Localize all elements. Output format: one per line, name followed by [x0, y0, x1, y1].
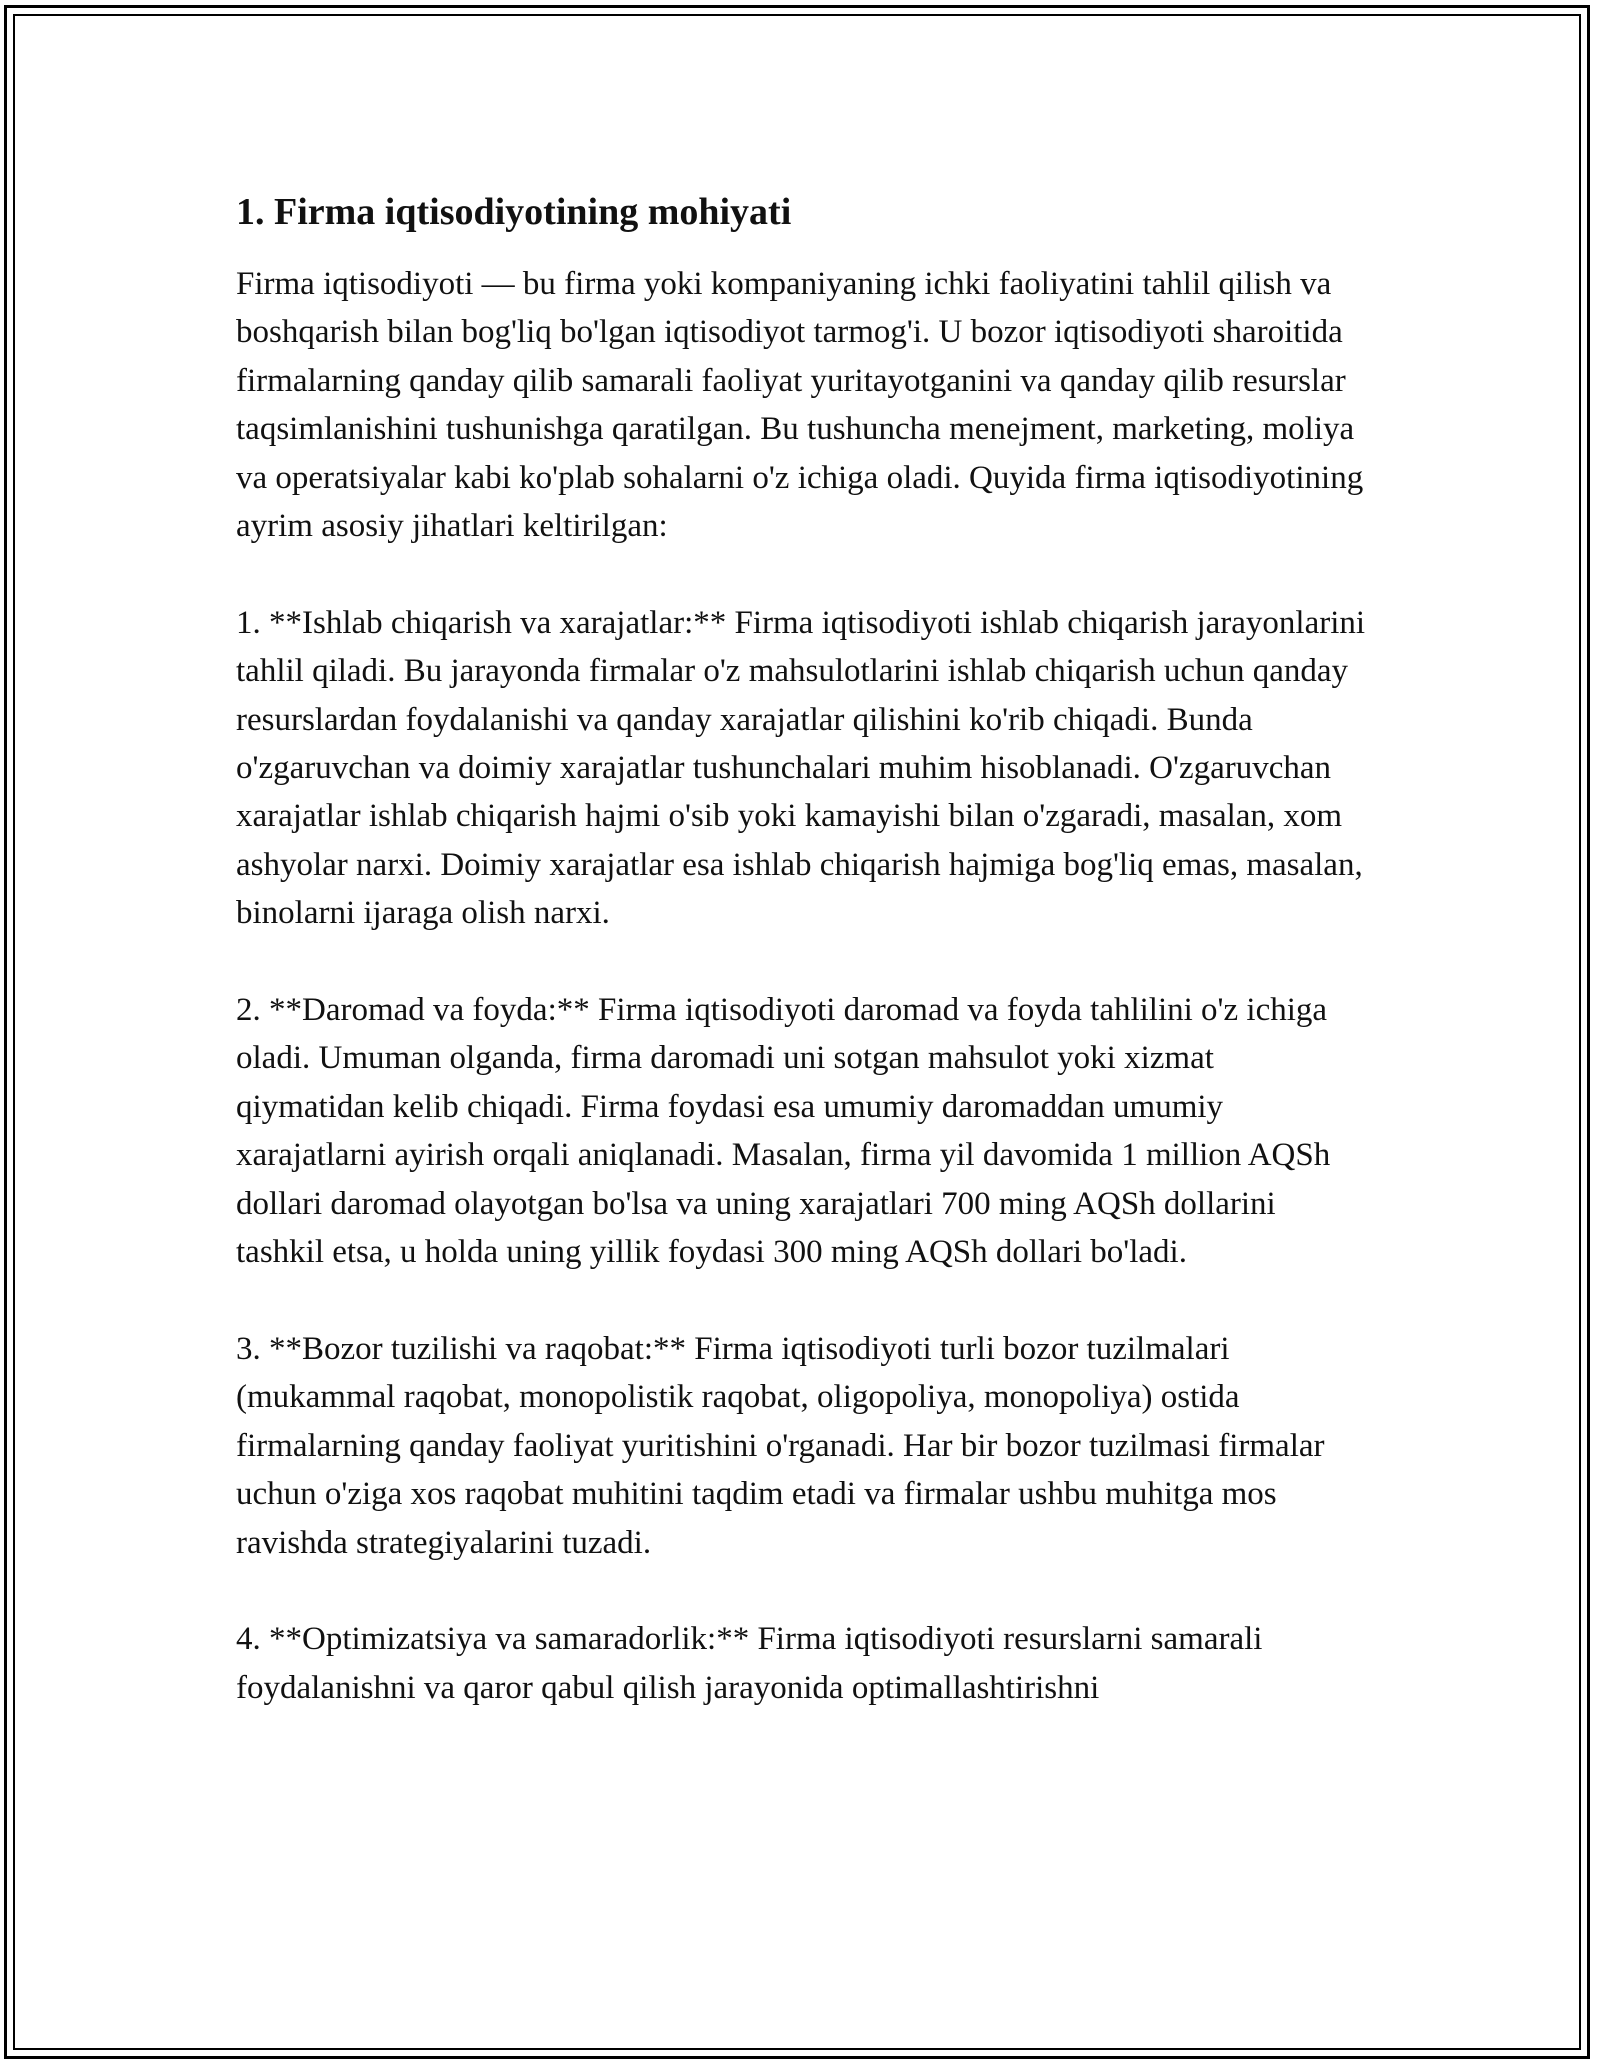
- document-title: 1. Firma iqtisodiyotining mohiyati: [236, 191, 792, 233]
- document-body: [236, 186, 1366, 1761]
- intro-paragraph: Firma iqtisodiyoti — bu firma yoki kompaniyaning ichki faoliyatini tahlil qilish va boshqarish bilan bog'liq bo'lgan iqtisodiyot tarmog'i. U bozor iqtisodiyoti sharoitida firmalarning qanday qilib samarali faoliyat yuritayotganini va qanday qilib resurslar taqsimlanishini tushunishga qaratilgan. Bu tushuncha menejment, marketing, moliya va operatsiyalar kabi ko'plab sohalarni o'z ichiga oladi. Quyida firma iqtisodiyotining ayrim asosiy jihatlari keltirilgan:: [236, 266, 1364, 545]
- list-item-revenue-profit: 2. **Daromad va foyda:** Firma iqtisodiyoti daromad va foyda tahlilini o'z ichiga oladi. Umuman olganda, firma daromadi uni sotgan mahsulot yoki xizmat qiymatidan kelib chiqadi. Firma foydasi esa umumiy daromaddan umumiy xarajatlarni ayirish orqali aniqlanadi. Masalan, firma yil davomida 1 million AQSh dollari daromad olayotgan bo'lsa va uning xarajatlari 700 ming AQSh dollarini tashkil etsa, u holda uning yillik foydasi 300 ming AQSh dollari bo'ladi.: [236, 992, 1331, 1271]
- list-item-optimization: 4. **Optimizatsiya va samaradorlik:** Firma iqtisodiyoti resurslarni samarali foydalanishni va qaror qabul qilish jarayonida optimallashtirishni: [236, 1621, 1263, 1706]
- list-item-market-structure: 3. **Bozor tuzilishi va raqobat:** Firma iqtisodiyoti turli bozor tuzilmalari (mukammal raqobat, monopolistik raqobat, oligopoliya, monopoliya) ostida firmalarning qanday faoliyat yuritishini o'rganadi. Har bir bozor tuzilmasi firmalar uchun o'ziga xos raqobat muhitini taqdim etadi va firmalar ushbu muhitga mos ravishda strategiyalarini tuzadi.: [236, 1330, 1325, 1561]
- list-item-production-costs: 1. **Ishlab chiqarish va xarajatlar:** Firma iqtisodiyoti ishlab chiqarish jarayonlarini tahlil qiladi. Bu jarayonda firmalar o'z mahsulotlarini ishlab chiqarish uchun qanday resurslardan foydalanishi va qanday xarajatlar qilishini ko'rib chiqadi. Bunda o'zgaruvchan va doimiy xarajatlar tushunchalari muhim hisoblanadi. O'zgaruvchan xarajatlar ishlab chiqarish hajmi o'sib yoki kamayishi bilan o'zgaradi, masalan, xom ashyolar narxi. Doimiy xarajatlar esa ishlab chiqarish hajmiga bog'liq emas, masalan, binolarni ijaraga olish narxi.: [236, 604, 1366, 932]
